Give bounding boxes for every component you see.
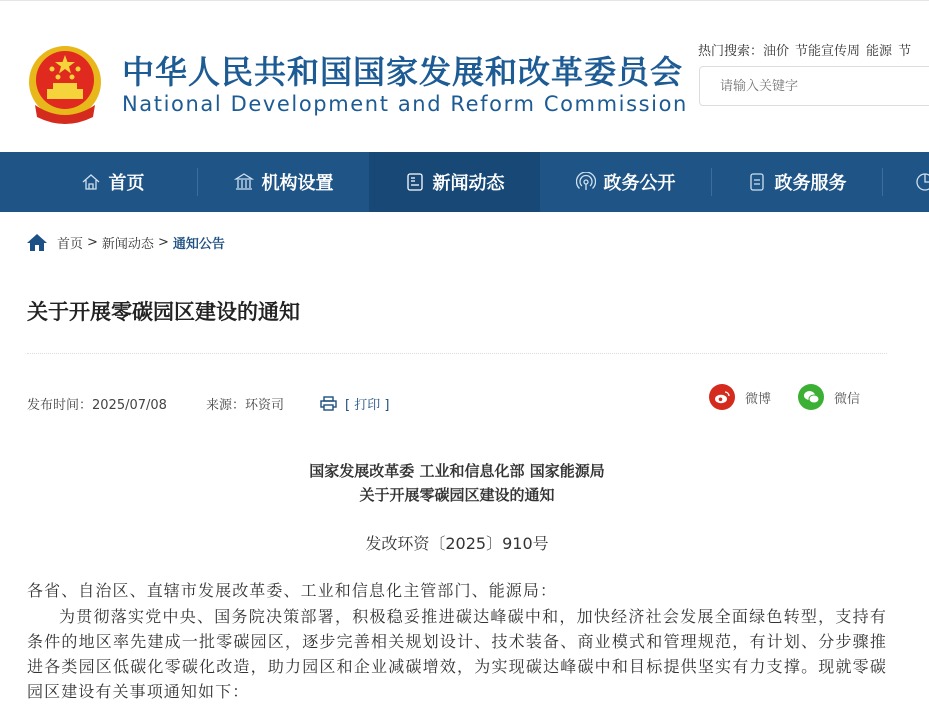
hot-search-link[interactable]: 油价 <box>763 44 790 59</box>
breadcrumb-separator: > <box>157 235 169 250</box>
share-weibo[interactable] <box>709 384 771 410</box>
print-label: [ 打印 ] <box>345 398 390 413</box>
print-button[interactable] <box>320 394 389 413</box>
wechat-icon <box>798 384 824 410</box>
site-title: 中华人民共和国国家发展和改革委员会 <box>122 53 684 91</box>
top-border <box>0 0 929 1</box>
share-wechat[interactable] <box>798 384 860 410</box>
nav-label: 政务公开 <box>603 173 676 194</box>
breadcrumb <box>27 233 225 252</box>
search-input[interactable] <box>699 66 929 106</box>
document-number: 发改环资〔2025〕910号 <box>365 534 549 553</box>
hot-search-link[interactable]: 能源 <box>866 44 893 59</box>
issuer: 国家发展改革委 工业和信息化部 国家能源局 <box>309 462 605 480</box>
salutation: 各省、自治区、直辖市发展改革委、工业和信息化主管部门、能源局： <box>27 581 558 600</box>
nav-item-organization[interactable] <box>198 152 369 212</box>
wechat-label: 微信 <box>834 391 861 407</box>
publish-date: 发布时间：2025/07/08 <box>27 398 167 413</box>
document-title: 关于开展零碳园区建设的通知 <box>359 486 555 504</box>
nav-label: 政务服务 <box>774 173 847 194</box>
hot-search-label: 热门搜索： <box>698 44 764 59</box>
chart-icon[interactable] <box>915 172 929 192</box>
main-nav <box>0 152 929 212</box>
nav-item-services[interactable] <box>711 152 882 212</box>
divider <box>27 353 887 354</box>
nav-item-news[interactable] <box>369 152 540 212</box>
nav-item-home[interactable] <box>27 152 198 212</box>
body-paragraph: 为贯彻落实党中央、国务院决策部署，积极稳妥推进碳达峰碳中和，加快经济社会发展全面绿色转型，支持有条件的地区率先建成一批零碳园区，逐步完善相关规划设计、技术装备、商业模式和管理规范，有计划、分步骤推进各类园区低碳化零碳化改造，助力园区和企业减碳增效，为实现碳达峰碳中和目标提供坚实有力支撑。现就零碳园区建设有关事项通知如下： <box>27 607 887 701</box>
source: 来源：环资司 <box>206 398 285 413</box>
printer-icon <box>320 396 337 411</box>
site-title-en: National Development and Reform Commission <box>122 92 688 116</box>
breadcrumb-home[interactable]: 首页 <box>57 237 84 252</box>
weibo-icon <box>709 384 735 410</box>
page-title: 关于开展零碳园区建设的通知 <box>27 300 300 324</box>
breadcrumb-separator: > <box>87 235 98 250</box>
nav-label: 机构设置 <box>261 173 334 194</box>
breadcrumb-news[interactable]: 新闻动态 <box>101 237 154 252</box>
signal-icon <box>576 172 596 192</box>
breadcrumb-current[interactable]: 通知公告 <box>172 237 225 252</box>
news-icon <box>405 172 425 192</box>
hot-search-link[interactable]: 节 <box>898 44 912 59</box>
document-icon <box>747 172 767 192</box>
weibo-label: 微博 <box>745 391 772 407</box>
hot-search <box>698 40 917 59</box>
nav-divider <box>882 168 883 196</box>
nav-item-public-affairs[interactable] <box>540 152 711 212</box>
national-emblem-logo[interactable] <box>27 45 103 125</box>
nav-label: 新闻动态 <box>432 173 505 194</box>
hot-search-link[interactable]: 节能宣传周 <box>795 44 861 59</box>
home-icon <box>81 172 101 192</box>
home-icon[interactable] <box>27 234 47 251</box>
building-icon <box>234 172 254 192</box>
nav-label: 首页 <box>108 173 145 194</box>
